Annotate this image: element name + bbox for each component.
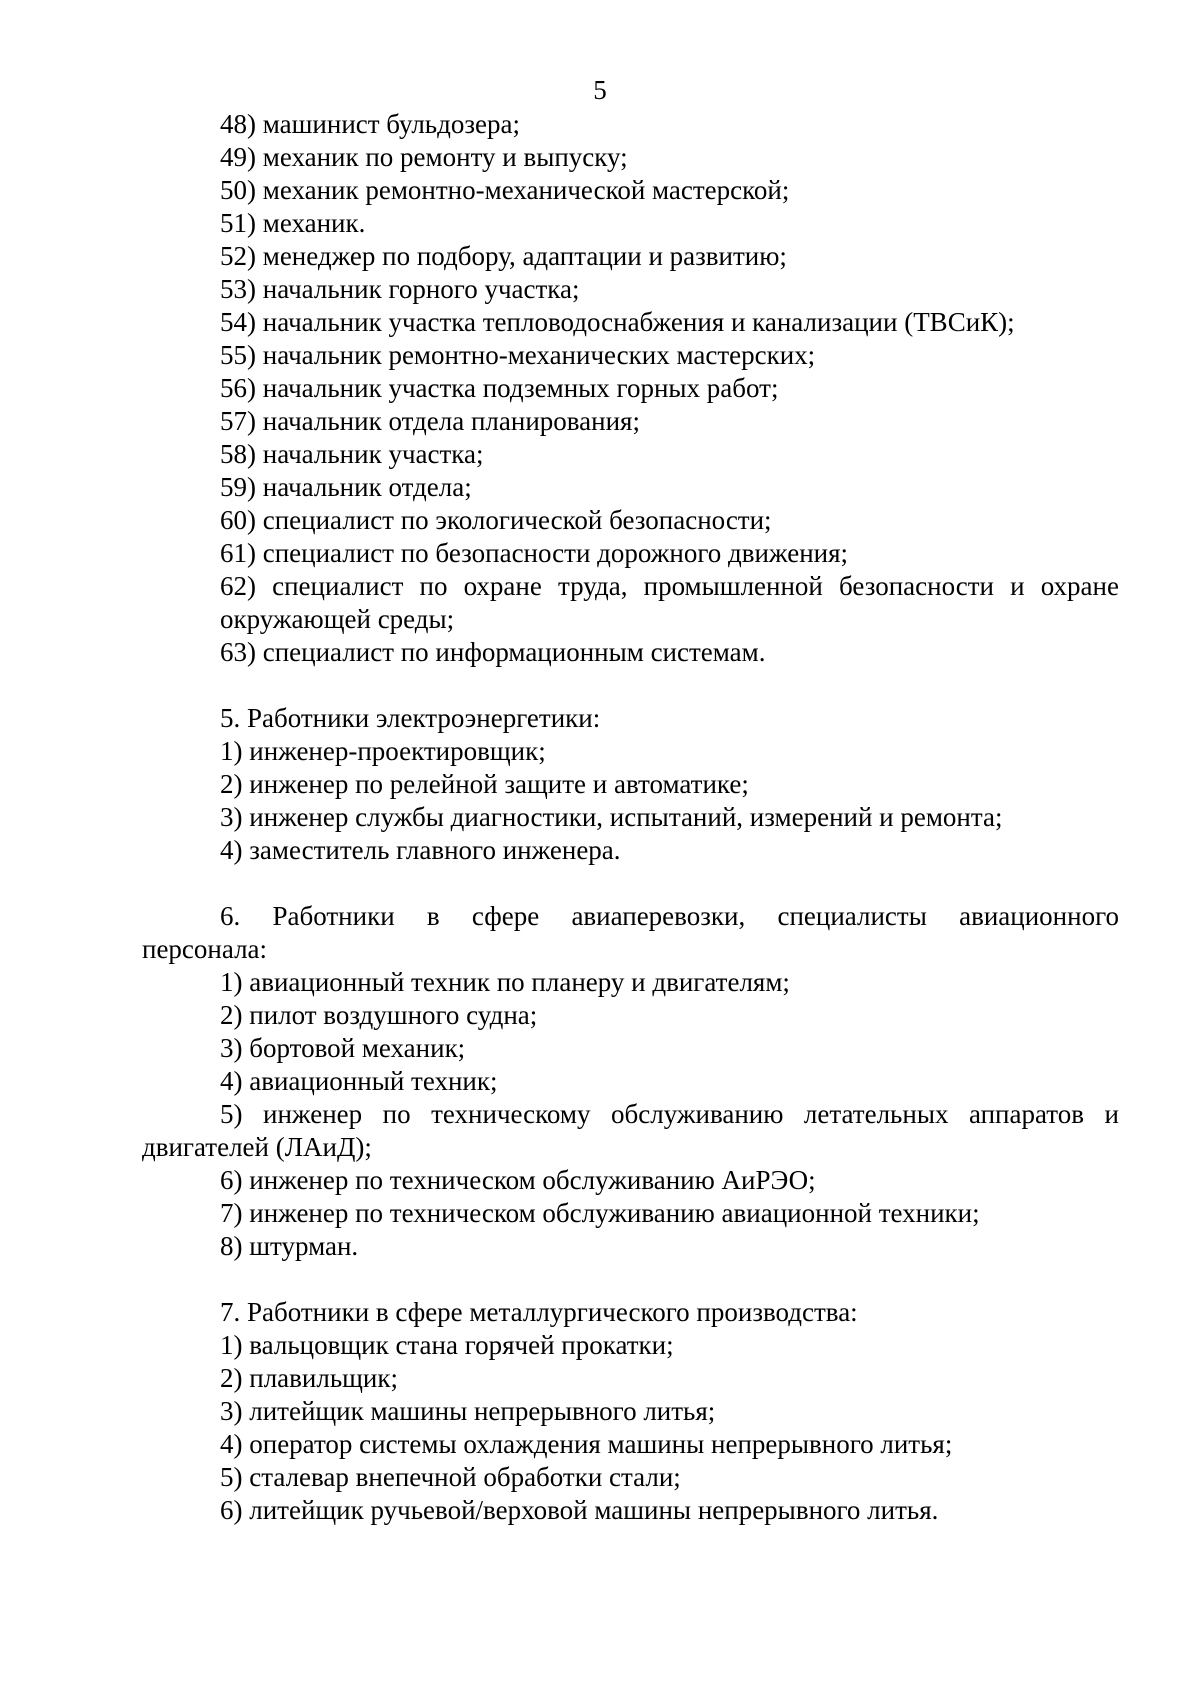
list-item: 1) инженер-проектировщик; [220,736,546,766]
list-item: 1) авиационный техник по планеру и двигателям; [220,967,790,997]
list-item: 50) механик ремонтно-механической мастерской; [220,175,790,205]
list-item: 3) инженер службы диагностики, испытаний, измерений и ремонта; [220,802,1003,832]
word: специалист [272,571,404,601]
list-item: 55) начальник ремонтно-механических мастерских; [220,340,816,370]
list-item: 51) механик. [220,208,366,238]
list-item: 54) начальник участка тепловодоснабжения и канализации (ТВСиК); [220,307,1015,337]
list-item: 3) бортовой механик; [220,1033,466,1063]
list-item: 60) специалист по экологической безопасности; [220,505,772,535]
list-item: 49) механик по ремонту и выпуску; [220,142,628,172]
list-item: 2) пилот воздушного судна; [220,1000,538,1030]
word: авиаперевозки, [571,901,746,931]
list-item: 6) инженер по техническом обслуживанию АиРЭО; [220,1165,816,1195]
list-item: 58) начальник участка; [220,439,484,469]
list-item: 53) начальник горного участка; [220,274,580,304]
word: 6. [220,901,241,931]
list-item: 4) авиационный техник; [220,1066,498,1096]
list-item: 5) сталевар внепечной обработки стали; [220,1462,681,1492]
word: по [382,1099,411,1129]
list-item: 61) специалист по безопасности дорожного движения; [220,538,849,568]
word: техническому [431,1099,591,1129]
list-item: 57) начальник отдела планирования; [220,406,640,436]
list-item: 59) начальник отдела; [220,472,472,502]
document-body [142,108,1119,1527]
word: по [419,571,448,601]
list-item: 52) менеджер по подбору, адаптации и развитию; [220,241,787,271]
list-item: 6) литейщик ручьевой/верховой машины непрерывного литья. [220,1495,939,1525]
list-item: 8) штурман. [220,1231,359,1261]
list-item: 63) специалист по информационным системам. [220,637,766,667]
word: аппаратов [968,1099,1084,1129]
word: Работники [272,901,395,931]
word: 62) [220,571,256,601]
list-item: 3) литейщик машины непрерывного литья; [220,1396,716,1426]
list-item: 2) инженер по релейной защите и автоматике; [220,769,749,799]
word: в [426,901,440,931]
word: охране [463,571,542,601]
list-item-62-line1 [142,570,1119,603]
word: 5) [220,1099,243,1129]
word: авиационного [959,901,1119,931]
list-item: 4) оператор системы охлаждения машины непрерывного литья; [220,1429,953,1459]
list-item: 48) машинист бульдозера; [220,109,520,139]
word: промышленной [643,571,823,601]
word: летательных [803,1099,949,1129]
section-heading: 5. Работники электроэнергетики: [220,703,601,733]
list-item: 7) инженер по техническом обслуживанию авиационной техники; [220,1198,980,1228]
word: сфере [471,901,540,931]
word: охране [1040,571,1119,601]
list-item-62-line2: окружающей среды; [220,604,455,634]
word: безопасности [839,571,994,601]
list-item-5-line2: двигателей (ЛАиД); [142,1132,372,1162]
word: и [1104,1099,1119,1129]
word: инженер [263,1099,363,1129]
list-item: 56) начальник участка подземных горных работ; [220,373,779,403]
list-item: 4) заместитель главного инженера. [220,835,621,865]
list-item: 1) вальцовщик стана горячей прокатки; [220,1330,674,1360]
section-heading: 7. Работники в сфере металлургического производства: [220,1297,858,1327]
word: специалисты [777,901,927,931]
list-item-5-line1 [142,1098,1119,1131]
section-heading-line1 [142,900,1119,933]
list-item: 2) плавильщик; [220,1363,398,1393]
section-heading-line2: персонала: [142,934,268,964]
page-number: 5 [593,75,607,105]
word: труда, [557,571,628,601]
word: обслуживанию [611,1099,784,1129]
word: и [1010,571,1025,601]
